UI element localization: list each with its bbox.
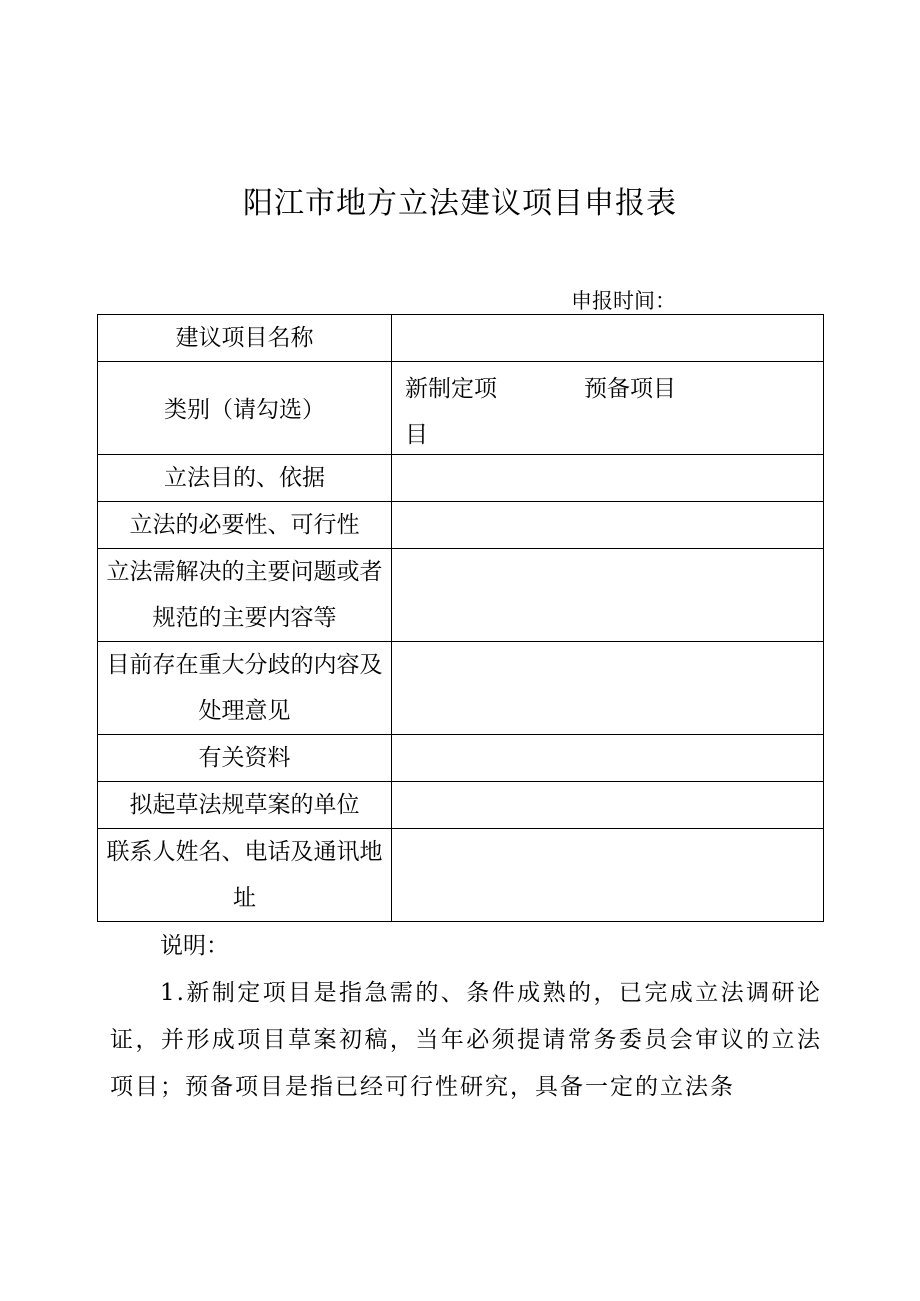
application-form-table bbox=[97, 314, 824, 922]
field-disputes[interactable] bbox=[392, 642, 824, 735]
label-materials: 有关资料 bbox=[98, 735, 392, 782]
label-drafting-unit: 拟起草法规草案的单位 bbox=[98, 782, 392, 829]
row-category bbox=[98, 362, 824, 455]
notes-heading: 说明： bbox=[160, 933, 229, 959]
row-project-name bbox=[98, 315, 824, 362]
row-purpose-basis bbox=[98, 455, 824, 502]
field-main-issues[interactable] bbox=[392, 549, 824, 642]
label-necessity: 立法的必要性、可行性 bbox=[98, 502, 392, 549]
field-necessity[interactable] bbox=[392, 502, 824, 549]
row-main-issues bbox=[98, 549, 824, 642]
field-project-name[interactable] bbox=[392, 315, 824, 362]
row-disputes bbox=[98, 642, 824, 735]
option-reserve-project[interactable]: 预备项目 bbox=[584, 376, 676, 402]
label-category: 类别（请勾选） bbox=[98, 362, 392, 455]
field-category bbox=[392, 362, 824, 455]
field-contact[interactable] bbox=[392, 829, 824, 922]
field-drafting-unit[interactable] bbox=[392, 782, 824, 829]
row-contact bbox=[98, 829, 824, 922]
row-drafting-unit bbox=[98, 782, 824, 829]
submission-date-label: 申报时间： bbox=[571, 289, 676, 313]
label-contact: 联系人姓名、电话及通讯地址 bbox=[98, 829, 392, 922]
field-purpose-basis[interactable] bbox=[392, 455, 824, 502]
field-materials[interactable] bbox=[392, 735, 824, 782]
label-disputes: 目前存在重大分歧的内容及处理意见 bbox=[98, 642, 392, 735]
notes-paragraph-1: 1.新制定项目是指急需的、条件成熟的，已完成立法调研论证，并形成项目草案初稿，当年必须提请常务委员会审议的立法项目；预备项目是指已经可行性研究，具备一定的立法条 bbox=[110, 980, 822, 1100]
row-necessity bbox=[98, 502, 824, 549]
label-main-issues: 立法需解决的主要问题或者规范的主要内容等 bbox=[98, 549, 392, 642]
notes-section bbox=[110, 928, 822, 1111]
page-title: 阳江市地方立法建议项目申报表 bbox=[243, 186, 677, 221]
label-project-name: 建议项目名称 bbox=[98, 315, 392, 362]
option-new-project[interactable]: 新制定项目 bbox=[405, 376, 497, 448]
row-materials bbox=[98, 735, 824, 782]
label-purpose-basis: 立法目的、依据 bbox=[98, 455, 392, 502]
